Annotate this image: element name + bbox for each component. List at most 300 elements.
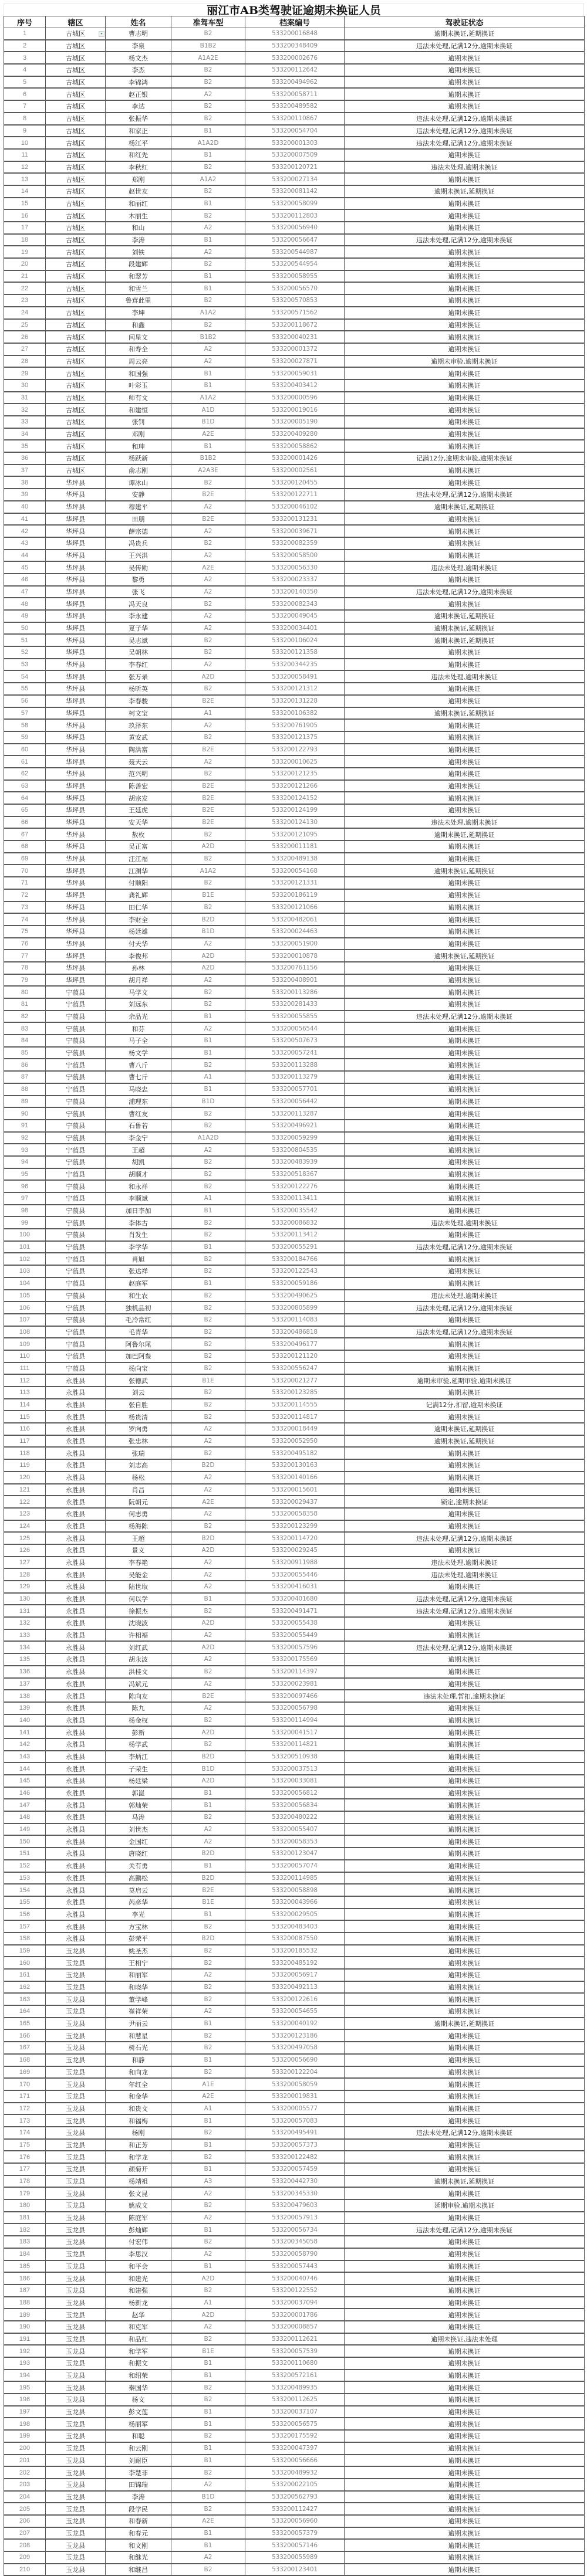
cell-name[interactable]: 和建恒: [106, 404, 171, 416]
cell-district[interactable]: 宁蒗县: [46, 1290, 106, 1302]
cell-license-type[interactable]: B1B2: [171, 40, 245, 52]
cell-district[interactable]: 永胜县: [46, 1581, 106, 1593]
cell-license-status[interactable]: 逾期未换证: [345, 550, 585, 562]
cell-file-number[interactable]: 533200570853: [245, 294, 345, 307]
cell-license-status[interactable]: 逾期未换证: [345, 1823, 585, 1836]
cell-license-status[interactable]: 逾期未换证: [345, 1168, 585, 1181]
cell-index[interactable]: 38: [4, 476, 46, 489]
cell-license-type[interactable]: A1A2E: [171, 52, 245, 64]
cell-district[interactable]: 古城区: [46, 465, 106, 477]
cell-file-number[interactable]: 533200057074: [245, 1860, 345, 1872]
cell-district[interactable]: 玉龙县: [46, 2199, 106, 2212]
cell-index[interactable]: 195: [4, 2381, 46, 2394]
cell-name[interactable]: 何志勇: [106, 1508, 171, 1520]
cell-file-number[interactable]: 533200037094: [245, 2297, 345, 2309]
cell-file-number[interactable]: 533200056442: [245, 1096, 345, 1108]
cell-license-type[interactable]: B2: [171, 1107, 245, 1120]
cell-file-number[interactable]: 533200121120: [245, 1350, 345, 1362]
cell-license-type[interactable]: B1: [171, 2418, 245, 2430]
cell-index[interactable]: 17: [4, 222, 46, 234]
cell-license-type[interactable]: A2D: [171, 2309, 245, 2321]
cell-index[interactable]: 117: [4, 1435, 46, 1448]
cell-license-type[interactable]: B1: [171, 1277, 245, 1290]
cell-district[interactable]: 永胜县: [46, 1641, 106, 1653]
cell-name[interactable]: 安天华: [106, 816, 171, 829]
cell-name[interactable]: 和福梅: [106, 2114, 171, 2127]
cell-district[interactable]: 宁蒗县: [46, 1144, 106, 1156]
cell-license-type[interactable]: B2E: [171, 513, 245, 526]
cell-license-type[interactable]: A2: [171, 610, 245, 622]
cell-license-status[interactable]: 违法未处理,记满12分,逾期未换证: [345, 2224, 585, 2236]
cell-license-status[interactable]: 逾期未换证: [345, 1762, 585, 1775]
cell-license-type[interactable]: B2: [171, 1229, 245, 1241]
cell-index[interactable]: 79: [4, 974, 46, 987]
cell-license-type[interactable]: B1: [171, 270, 245, 283]
cell-file-number[interactable]: 533200056666: [245, 2455, 345, 2467]
cell-district[interactable]: 玉龙县: [46, 2418, 106, 2430]
cell-license-status[interactable]: 逾期未换证: [345, 2357, 585, 2370]
cell-district[interactable]: 玉龙县: [46, 2466, 106, 2479]
cell-license-type[interactable]: B1: [171, 2455, 245, 2467]
cell-district[interactable]: 华坪县: [46, 561, 106, 574]
cell-license-type[interactable]: B2: [171, 185, 245, 198]
cell-file-number[interactable]: 533200489138: [245, 853, 345, 865]
cell-name[interactable]: 郭崑: [106, 1787, 171, 1799]
cell-index[interactable]: 66: [4, 816, 46, 829]
cell-license-status[interactable]: 逾期未换证: [345, 1338, 585, 1350]
cell-index[interactable]: 182: [4, 2224, 46, 2236]
cell-district[interactable]: 玉龙县: [46, 2284, 106, 2297]
cell-name[interactable]: 年红全: [106, 2078, 171, 2090]
cell-index[interactable]: 28: [4, 355, 46, 368]
cell-license-status[interactable]: 逾期未换证: [345, 574, 585, 586]
cell-district[interactable]: 玉龙县: [46, 2029, 106, 2042]
cell-district[interactable]: 华坪县: [46, 877, 106, 889]
cell-file-number[interactable]: 533200059031: [245, 367, 345, 379]
cell-name[interactable]: 李春红: [106, 659, 171, 671]
cell-license-status[interactable]: 逾期未换证: [345, 1751, 585, 1763]
cell-district[interactable]: 古城区: [46, 149, 106, 161]
cell-file-number[interactable]: 533200345058: [245, 2236, 345, 2248]
cell-license-status[interactable]: 逾期未审验,逾期未换证: [345, 355, 585, 368]
cell-license-status[interactable]: 逾期未换证: [345, 974, 585, 987]
cell-name[interactable]: 肖旭: [106, 1253, 171, 1265]
cell-file-number[interactable]: 533200403412: [245, 379, 345, 392]
cell-file-number[interactable]: 533200037513: [245, 1762, 345, 1775]
cell-file-number[interactable]: 533200081142: [245, 185, 345, 198]
cell-license-status[interactable]: 逾期未换证: [345, 1811, 585, 1823]
cell-district[interactable]: 宁蒗县: [46, 1277, 106, 1290]
cell-file-number[interactable]: 533200114720: [245, 1532, 345, 1544]
cell-index[interactable]: 21: [4, 270, 46, 283]
cell-name[interactable]: 聂天云: [106, 755, 171, 768]
cell-license-type[interactable]: B2: [171, 1666, 245, 1678]
cell-index[interactable]: 2: [4, 40, 46, 52]
cell-name[interactable]: 冯天良: [106, 598, 171, 610]
cell-license-status[interactable]: 逾期未换证: [345, 1738, 585, 1751]
cell-license-status[interactable]: 逾期未换证: [345, 598, 585, 610]
cell-index[interactable]: 154: [4, 1884, 46, 1896]
cell-name[interactable]: 刘云: [106, 1387, 171, 1399]
cell-name[interactable]: 王兴洪: [106, 550, 171, 562]
cell-name[interactable]: 王廷虎: [106, 804, 171, 816]
cell-district[interactable]: 玉龙县: [46, 1981, 106, 1994]
cell-district[interactable]: 玉龙县: [46, 2455, 106, 2467]
cell-index[interactable]: 152: [4, 1860, 46, 1872]
cell-name[interactable]: 李永建: [106, 610, 171, 622]
cell-name[interactable]: 姚圣杰: [106, 1945, 171, 1957]
cell-name[interactable]: 和贵文: [106, 2103, 171, 2115]
cell-license-type[interactable]: B2: [171, 2151, 245, 2163]
cell-file-number[interactable]: 533200040231: [245, 331, 345, 343]
cell-license-status[interactable]: 逾期未换证: [345, 1362, 585, 1375]
cell-file-number[interactable]: 533200056734: [245, 2224, 345, 2236]
cell-file-number[interactable]: 533200489582: [245, 100, 345, 113]
cell-district[interactable]: 玉龙县: [46, 2114, 106, 2127]
cell-license-type[interactable]: A2: [171, 2248, 245, 2260]
cell-license-type[interactable]: B2: [171, 113, 245, 125]
cell-index[interactable]: 123: [4, 1508, 46, 1520]
cell-index[interactable]: 185: [4, 2260, 46, 2273]
cell-index[interactable]: 47: [4, 586, 46, 598]
cell-district[interactable]: 玉龙县: [46, 2357, 106, 2370]
cell-name[interactable]: 赵庭军: [106, 1277, 171, 1290]
cell-index[interactable]: 58: [4, 719, 46, 731]
cell-license-status[interactable]: 逾期未换证: [345, 367, 585, 379]
cell-license-type[interactable]: B1E: [171, 2345, 245, 2357]
cell-license-status[interactable]: 逾期未换证: [345, 282, 585, 294]
cell-name[interactable]: 师有文: [106, 392, 171, 404]
cell-license-type[interactable]: A2: [171, 659, 245, 671]
cell-index[interactable]: 12: [4, 161, 46, 174]
cell-file-number[interactable]: 533200054168: [245, 865, 345, 877]
cell-license-status[interactable]: 逾期未换证: [345, 2066, 585, 2079]
cell-file-number[interactable]: 533200106024: [245, 634, 345, 646]
cell-file-number[interactable]: 533200047397: [245, 2442, 345, 2455]
cell-license-status[interactable]: 逾期未换证: [345, 1678, 585, 1690]
cell-license-type[interactable]: B1D: [171, 926, 245, 938]
cell-license-type[interactable]: B2D: [171, 1751, 245, 1763]
cell-name[interactable]: 胡顺才: [106, 1168, 171, 1181]
cell-file-number[interactable]: 533200057701: [245, 1083, 345, 1096]
cell-license-type[interactable]: B2: [171, 1180, 245, 1192]
cell-district[interactable]: 玉龙县: [46, 2527, 106, 2540]
cell-license-status[interactable]: 逾期未换证: [345, 76, 585, 89]
cell-license-status[interactable]: 逾期未换证,延期换证: [345, 865, 585, 877]
cell-district[interactable]: 玉龙县: [46, 2442, 106, 2455]
cell-index[interactable]: 130: [4, 1593, 46, 1605]
cell-district[interactable]: 玉龙县: [46, 2224, 106, 2236]
cell-file-number[interactable]: 533200507673: [245, 1035, 345, 1047]
cell-district[interactable]: 华坪县: [46, 646, 106, 659]
cell-file-number[interactable]: 533200121331: [245, 877, 345, 889]
cell-index[interactable]: 173: [4, 2114, 46, 2127]
cell-license-status[interactable]: 逾期未换证: [345, 853, 585, 865]
cell-index[interactable]: 105: [4, 1290, 46, 1302]
cell-file-number[interactable]: 533200761905: [245, 719, 345, 731]
cell-index[interactable]: 178: [4, 2175, 46, 2188]
cell-license-status[interactable]: 逾期未换证: [345, 525, 585, 537]
cell-file-number[interactable]: 533200489935: [245, 2381, 345, 2394]
cell-file-number[interactable]: 533200496177: [245, 1338, 345, 1350]
cell-license-type[interactable]: B2: [171, 1301, 245, 1314]
cell-file-number[interactable]: 533200130163: [245, 1459, 345, 1472]
cell-name[interactable]: 和红先: [106, 149, 171, 161]
cell-index[interactable]: 107: [4, 1314, 46, 1326]
cell-license-type[interactable]: A1A2: [171, 173, 245, 185]
cell-license-type[interactable]: B2: [171, 2236, 245, 2248]
cell-license-status[interactable]: 逾期未换证: [345, 392, 585, 404]
cell-index[interactable]: 189: [4, 2309, 46, 2321]
cell-license-status[interactable]: 逾期未换证: [345, 2054, 585, 2066]
cell-license-status[interactable]: 逾期未换证: [345, 379, 585, 392]
cell-name[interactable]: 方宝林: [106, 1920, 171, 1933]
cell-district[interactable]: 宁蒗县: [46, 1253, 106, 1265]
cell-file-number[interactable]: 533200175569: [245, 1653, 345, 1666]
cell-file-number[interactable]: 533200058353: [245, 1835, 345, 1848]
cell-index[interactable]: 64: [4, 792, 46, 804]
cell-name[interactable]: 加巴阿叁: [106, 1350, 171, 1362]
cell-license-type[interactable]: B1: [171, 2539, 245, 2551]
cell-license-type[interactable]: B2: [171, 1981, 245, 1994]
cell-district[interactable]: 华坪县: [46, 695, 106, 707]
cell-file-number[interactable]: 533200121358: [245, 646, 345, 659]
cell-file-number[interactable]: 533200122543: [245, 1265, 345, 1277]
cell-name[interactable]: 沈晓波: [106, 1617, 171, 1629]
cell-license-status[interactable]: 逾期未换证: [345, 768, 585, 780]
cell-license-type[interactable]: A2: [171, 1423, 245, 1435]
cell-file-number[interactable]: 533200544987: [245, 246, 345, 258]
cell-license-status[interactable]: 逾期未换证: [345, 962, 585, 974]
cell-index[interactable]: 26: [4, 331, 46, 343]
cell-license-status[interactable]: 逾期未换证,延期换证: [345, 828, 585, 840]
cell-index[interactable]: 192: [4, 2345, 46, 2357]
cell-name[interactable]: 黎勇: [106, 574, 171, 586]
cell-license-status[interactable]: 逾期未换证: [345, 1617, 585, 1629]
cell-name[interactable]: 彭文莲: [106, 2406, 171, 2418]
cell-file-number[interactable]: 533200123401: [245, 2564, 345, 2576]
cell-index[interactable]: 165: [4, 2018, 46, 2030]
cell-index[interactable]: 179: [4, 2187, 46, 2199]
cell-name[interactable]: 阮朝元: [106, 1496, 171, 1508]
cell-file-number[interactable]: 533200121095: [245, 828, 345, 840]
cell-name[interactable]: 李涛: [106, 234, 171, 246]
cell-name[interactable]: 杨文: [106, 2394, 171, 2406]
cell-district[interactable]: 宁蒗县: [46, 1180, 106, 1192]
cell-file-number[interactable]: 533200479603: [245, 2199, 345, 2212]
cell-license-status[interactable]: 逾期未换证: [345, 149, 585, 161]
cell-license-type[interactable]: B2: [171, 1156, 245, 1168]
cell-district[interactable]: 宁蒗县: [46, 1022, 106, 1035]
cell-name[interactable]: 余品光: [106, 1011, 171, 1023]
cell-license-type[interactable]: A1E: [171, 2078, 245, 2090]
cell-index[interactable]: 207: [4, 2527, 46, 2540]
cell-license-status[interactable]: 逾期未换证: [345, 1472, 585, 1484]
cell-name[interactable]: 李锦鸿: [106, 76, 171, 89]
cell-license-status[interactable]: 逾期未换证: [345, 1581, 585, 1593]
cell-license-status[interactable]: 逾期未换证: [345, 222, 585, 234]
cell-district[interactable]: 宁蒗县: [46, 1107, 106, 1120]
cell-district[interactable]: 华坪县: [46, 489, 106, 501]
cell-index[interactable]: 97: [4, 1192, 46, 1205]
cell-license-type[interactable]: B2: [171, 2127, 245, 2139]
cell-index[interactable]: 170: [4, 2078, 46, 2090]
cell-district[interactable]: 玉龙县: [46, 2078, 106, 2090]
cell-license-type[interactable]: B1: [171, 1047, 245, 1059]
cell-index[interactable]: 180: [4, 2199, 46, 2212]
cell-name[interactable]: 张自胜: [106, 1399, 171, 1411]
cell-name[interactable]: 曹七斤: [106, 1071, 171, 1083]
cell-district[interactable]: 古城区: [46, 40, 106, 52]
cell-district[interactable]: 宁蒗县: [46, 1326, 106, 1338]
cell-index[interactable]: 102: [4, 1253, 46, 1265]
cell-district[interactable]: 华坪县: [46, 816, 106, 829]
cell-file-number[interactable]: 533200113279: [245, 1071, 345, 1083]
cell-district[interactable]: 永胜县: [46, 1751, 106, 1763]
cell-district[interactable]: 玉龙县: [46, 1957, 106, 1969]
cell-district[interactable]: 玉龙县: [46, 2151, 106, 2163]
cell-license-type[interactable]: B2: [171, 209, 245, 222]
cell-file-number[interactable]: 533200058059: [245, 2078, 345, 2090]
cell-file-number[interactable]: 533200057379: [245, 2527, 345, 2540]
cell-district[interactable]: 华坪县: [46, 901, 106, 914]
cell-license-status[interactable]: 逾期未换证: [345, 2515, 585, 2527]
cell-name[interactable]: 和振文: [106, 2357, 171, 2370]
cell-name[interactable]: 张德武: [106, 1374, 171, 1387]
cell-district[interactable]: 华坪县: [46, 755, 106, 768]
cell-file-number[interactable]: 533200002561: [245, 465, 345, 477]
cell-district[interactable]: 永胜县: [46, 1702, 106, 1714]
cell-license-type[interactable]: B2D: [171, 913, 245, 926]
cell-name[interactable]: 李财全: [106, 913, 171, 926]
cell-index[interactable]: 87: [4, 1071, 46, 1083]
cell-license-status[interactable]: 锁定,逾期未换证: [345, 1496, 585, 1508]
cell-license-status[interactable]: 逾期未换证: [345, 1314, 585, 1326]
cell-license-status[interactable]: 逾期未换证: [345, 209, 585, 222]
cell-license-status[interactable]: 逾期未换证: [345, 1629, 585, 1642]
cell-index[interactable]: 155: [4, 1896, 46, 1909]
cell-district[interactable]: 永胜县: [46, 1532, 106, 1544]
cell-license-type[interactable]: A2: [171, 525, 245, 537]
cell-file-number[interactable]: 533200056330: [245, 561, 345, 574]
cell-license-type[interactable]: B2: [171, 877, 245, 889]
cell-file-number[interactable]: 533200120455: [245, 476, 345, 489]
cell-file-number[interactable]: 533200054655: [245, 2005, 345, 2018]
cell-index[interactable]: 177: [4, 2163, 46, 2175]
cell-license-status[interactable]: 逾期未换证: [345, 319, 585, 331]
cell-index[interactable]: 98: [4, 1205, 46, 1217]
cell-license-status[interactable]: 逾期未换证: [345, 2212, 585, 2224]
cell-file-number[interactable]: 533200057539: [245, 2345, 345, 2357]
cell-file-number[interactable]: 533200544954: [245, 258, 345, 270]
cell-district[interactable]: 永胜县: [46, 1520, 106, 1533]
cell-license-type[interactable]: B2: [171, 731, 245, 744]
cell-index[interactable]: 70: [4, 865, 46, 877]
cell-index[interactable]: 131: [4, 1605, 46, 1617]
cell-license-type[interactable]: B2: [171, 2466, 245, 2479]
cell-district[interactable]: 古城区: [46, 392, 106, 404]
cell-district[interactable]: 华坪县: [46, 889, 106, 901]
cell-license-status[interactable]: 逾期未换证: [345, 2090, 585, 2103]
cell-license-type[interactable]: B2: [171, 258, 245, 270]
cell-index[interactable]: 65: [4, 804, 46, 816]
cell-file-number[interactable]: 533200804535: [245, 1144, 345, 1156]
cell-file-number[interactable]: 533200086832: [245, 1216, 345, 1229]
cell-license-type[interactable]: B1: [171, 2224, 245, 2236]
cell-name[interactable]: 黄安武: [106, 731, 171, 744]
cell-license-type[interactable]: A1A2: [171, 392, 245, 404]
cell-name[interactable]: 张忠林: [106, 1435, 171, 1448]
cell-index[interactable]: 88: [4, 1083, 46, 1096]
cell-name[interactable]: 吴传勋: [106, 561, 171, 574]
cell-file-number[interactable]: 533200056960: [245, 2515, 345, 2527]
cell-index[interactable]: 139: [4, 1702, 46, 1714]
cell-file-number[interactable]: 533200122711: [245, 489, 345, 501]
cell-file-number[interactable]: 533200057459: [245, 2163, 345, 2175]
cell-license-status[interactable]: 逾期未换证,延期换证: [345, 2018, 585, 2030]
cell-file-number[interactable]: 533200123047: [245, 1848, 345, 1860]
cell-index[interactable]: 169: [4, 2066, 46, 2079]
cell-license-status[interactable]: 逾期未换证: [345, 755, 585, 768]
cell-district[interactable]: 华坪县: [46, 598, 106, 610]
cell-index[interactable]: 197: [4, 2406, 46, 2418]
cell-license-status[interactable]: 违法未处理,记满12分,逾期未换证: [345, 1532, 585, 1544]
cell-license-type[interactable]: B1: [171, 2527, 245, 2540]
cell-district[interactable]: 玉龙县: [46, 2236, 106, 2248]
cell-name[interactable]: 和丽红: [106, 198, 171, 210]
cell-license-type[interactable]: B2: [171, 853, 245, 865]
cell-name[interactable]: 段建辉: [106, 258, 171, 270]
cell-district[interactable]: 永胜县: [46, 1775, 106, 1787]
cell-file-number[interactable]: 533200056917: [245, 1969, 345, 1981]
cell-name[interactable]: 吴能金: [106, 1568, 171, 1581]
cell-district[interactable]: 宁蒗县: [46, 1362, 106, 1375]
cell-file-number[interactable]: 533200058500: [245, 550, 345, 562]
cell-district[interactable]: 永胜县: [46, 1835, 106, 1848]
cell-license-type[interactable]: A1A2D: [171, 137, 245, 149]
cell-name[interactable]: 和绍荣: [106, 2370, 171, 2382]
cell-file-number[interactable]: 533200027134: [245, 173, 345, 185]
cell-name[interactable]: 张振华: [106, 113, 171, 125]
cell-name[interactable]: 张钊: [106, 416, 171, 428]
cell-index[interactable]: 95: [4, 1168, 46, 1181]
cell-license-type[interactable]: B2: [171, 2066, 245, 2079]
cell-file-number[interactable]: 533200001426: [245, 452, 345, 465]
cell-license-status[interactable]: 逾期未换证: [345, 926, 585, 938]
cell-district[interactable]: 古城区: [46, 52, 106, 64]
cell-license-status[interactable]: 逾期未换证: [345, 2491, 585, 2503]
cell-name[interactable]: 杨文杰: [106, 52, 171, 64]
cell-license-status[interactable]: 逾期未换证: [345, 1520, 585, 1533]
cell-index[interactable]: 199: [4, 2430, 46, 2442]
chevron-down-icon[interactable]: ▾: [99, 31, 104, 37]
cell-file-number[interactable]: 533200281433: [245, 998, 345, 1011]
cell-file-number[interactable]: 533200059299: [245, 1132, 345, 1144]
cell-index[interactable]: 68: [4, 840, 46, 853]
cell-district[interactable]: 华坪县: [46, 792, 106, 804]
cell-index[interactable]: 145: [4, 1775, 46, 1787]
cell-index[interactable]: 101: [4, 1241, 46, 1253]
cell-index[interactable]: 45: [4, 561, 46, 574]
cell-license-type[interactable]: B2E: [171, 1884, 245, 1896]
cell-license-status[interactable]: 逾期未换证,延期换证: [345, 1435, 585, 1448]
cell-file-number[interactable]: 533200056544: [245, 1022, 345, 1035]
cell-name[interactable]: 杨松: [106, 1472, 171, 1484]
cell-file-number[interactable]: 533200482061: [245, 913, 345, 926]
cell-district[interactable]: 华坪县: [46, 913, 106, 926]
cell-index[interactable]: 50: [4, 622, 46, 635]
cell-index[interactable]: 32: [4, 404, 46, 416]
